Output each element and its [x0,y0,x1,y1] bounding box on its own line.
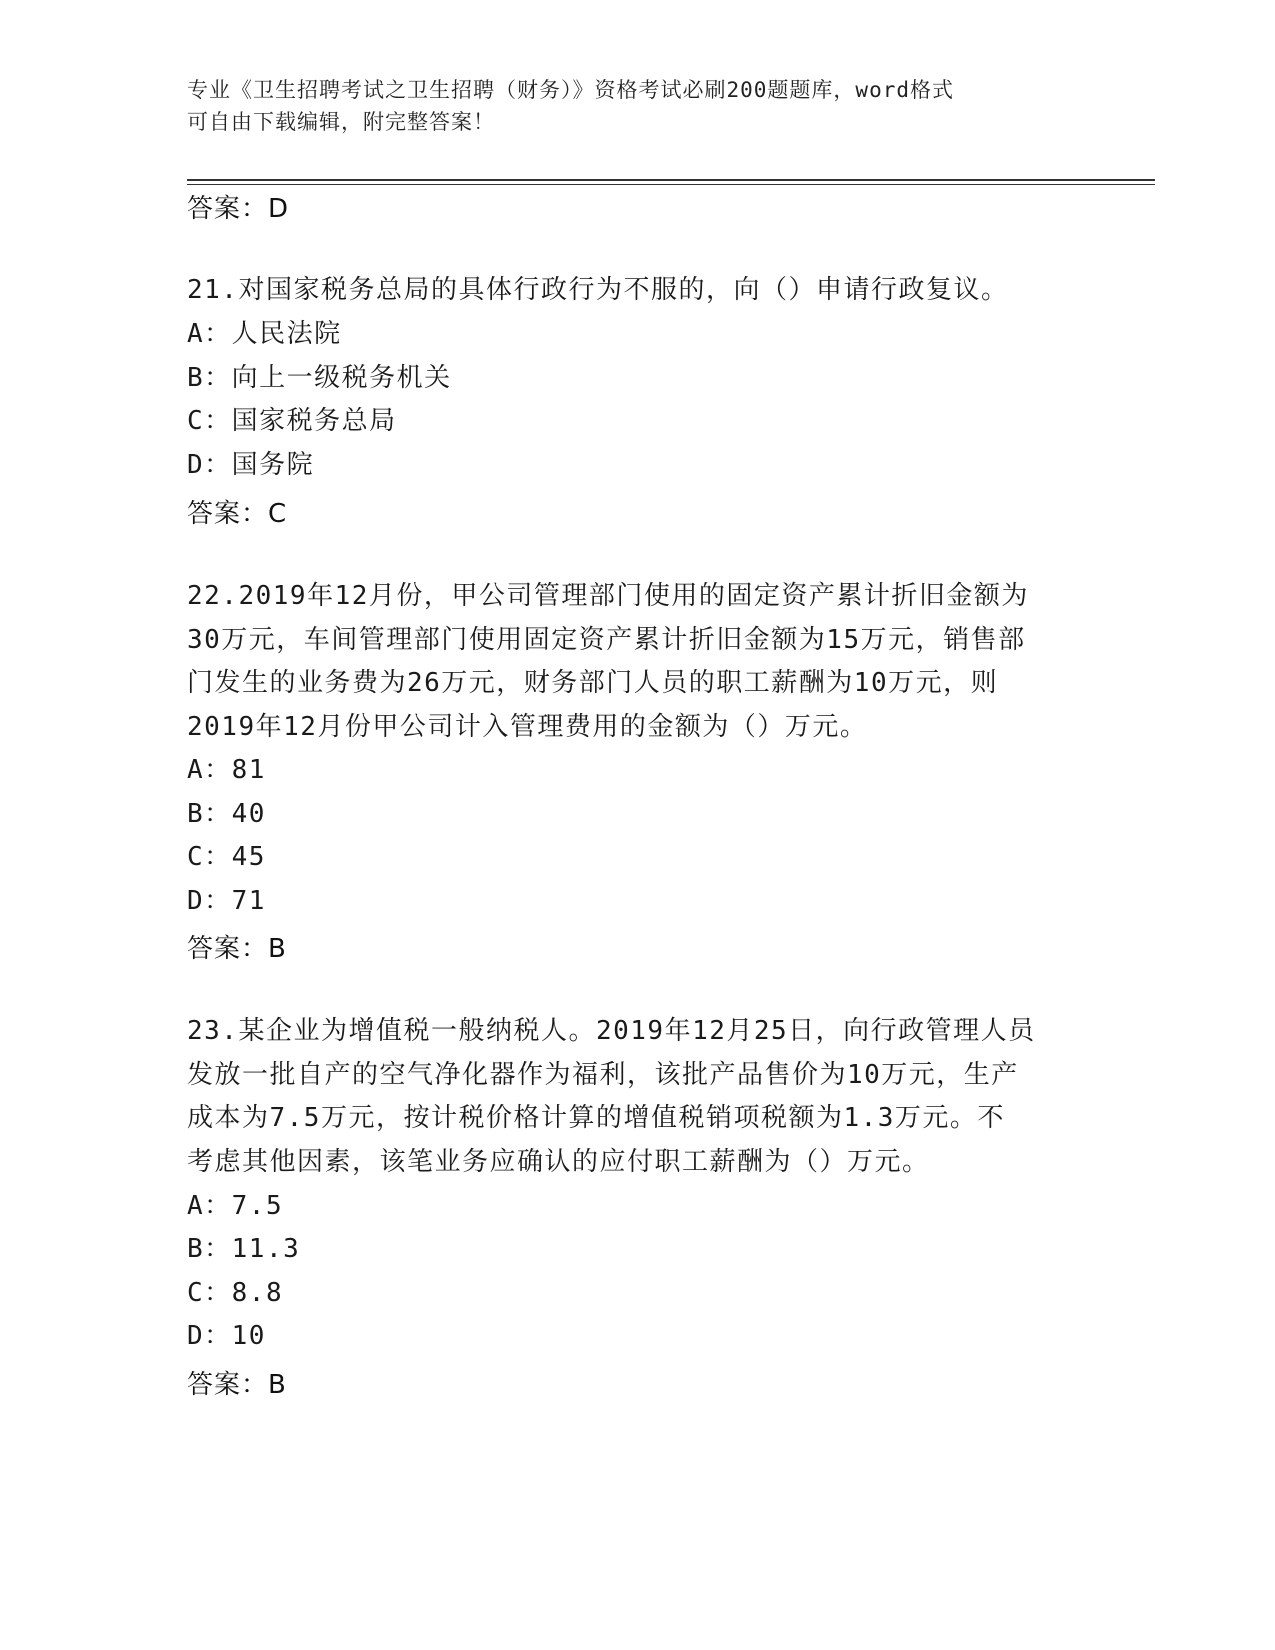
question-23-stem-line-1: 23.某企业为增值税一般纳税人。2019年12月25日，向行政管理人员 [187,1016,1036,1046]
question-23-answer: 答案：B [187,1370,287,1400]
question-22-option-a: A：81 [187,755,266,785]
page-header [187,74,1067,138]
question-22-option-d: D：71 [187,886,266,916]
question-23-stem-line-3: 成本为7.5万元，按计税价格计算的增值税销项税额为1.3万元。不 [187,1103,1005,1133]
question-21-answer: 答案：C [187,499,288,529]
previous-answer: 答案：D [187,194,290,224]
question-22-stem-line-1: 22.2019年12月份，甲公司管理部门使用的固定资产累计折旧金额为 [187,581,1029,611]
question-23-option-a: A：7.5 [187,1191,284,1221]
header-line-1: 专业《卫生招聘考试之卫生招聘（财务）》资格考试必刷200题题库，word格式 [187,78,954,102]
question-21-option-d: D：国务院 [187,450,315,480]
question-23-option-d: D：10 [187,1321,266,1351]
question-22-stem-line-3: 门发生的业务费为26万元，财务部门人员的职工薪酬为10万元，则 [187,668,999,698]
header-rule-thick [187,179,1155,181]
header-rule-thin [187,184,1155,185]
question-22-stem-line-2: 30万元，车间管理部门使用固定资产累计折旧金额为15万元，销售部 [187,625,1026,655]
question-22-option-c: C：45 [187,842,266,872]
header-line-2: 可自由下载编辑，附完整答案！ [187,110,495,134]
question-21-option-c: C：国家税务总局 [187,406,397,436]
question-22-stem-line-4: 2019年12月份甲公司计入管理费用的金额为（）万元。 [187,712,868,742]
question-21-stem: 21.对国家税务总局的具体行政行为不服的，向（）申请行政复议。 [187,275,1009,305]
question-21-option-b: B：向上一级税务机关 [187,363,452,393]
question-23-option-b: B：11.3 [187,1234,301,1264]
question-23-stem-line-4: 考虑其他因素，该笔业务应确认的应付职工薪酬为（）万元。 [187,1147,930,1177]
question-21-option-a: A：人民法院 [187,319,342,349]
question-22-answer: 答案：B [187,934,287,964]
question-23-stem-line-2: 发放一批自产的空气净化器作为福利，该批产品售价为10万元，生产 [187,1060,1019,1090]
question-22-option-b: B：40 [187,799,266,829]
question-23-option-c: C：8.8 [187,1278,284,1308]
